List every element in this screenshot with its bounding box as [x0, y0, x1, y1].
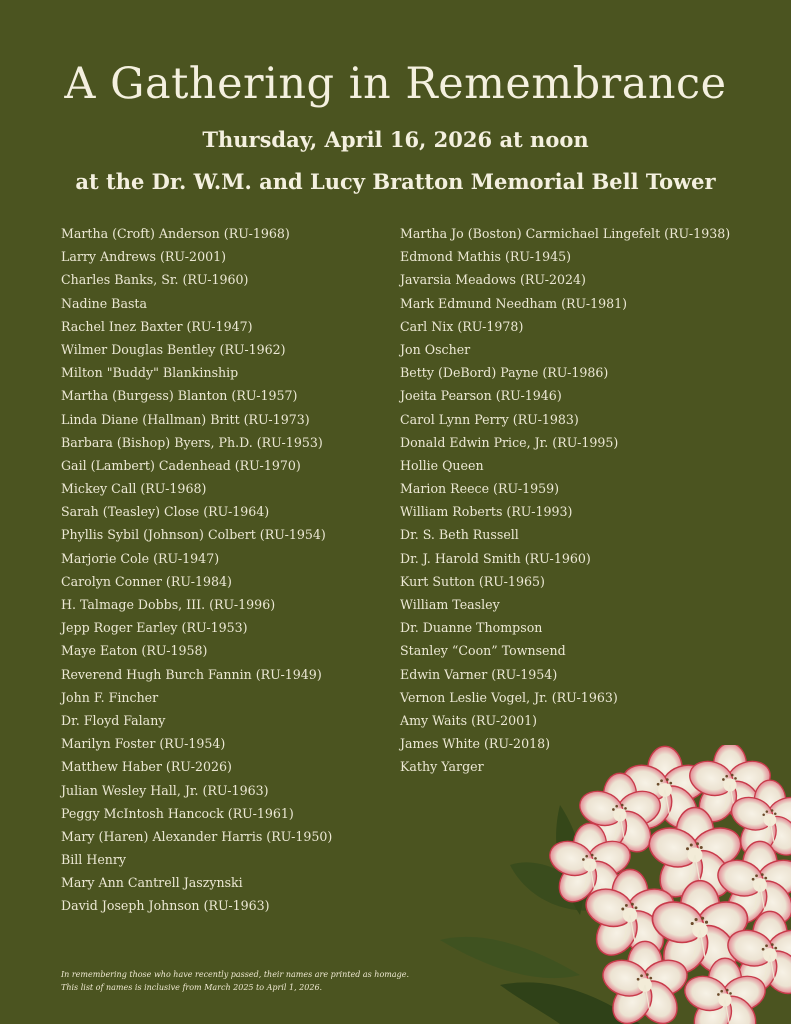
name-entry: Dr. S. Beth Russell: [400, 527, 519, 543]
name-entry: Kathy Yarger: [400, 759, 484, 775]
name-entry: Peggy McIntosh Hancock (RU-1961): [61, 805, 294, 821]
name-entry: Sarah (Teasley) Close (RU-1964): [61, 504, 270, 520]
name-entry: Phyllis Sybil (Johnson) Colbert (RU-1954): [61, 527, 326, 543]
name-entry: Jon Oscher: [400, 341, 471, 357]
name-entry: Betty (DeBord) Payne (RU-1986): [400, 365, 609, 381]
names-list-left: [61, 222, 391, 918]
name-entry: William Teasley: [400, 597, 500, 612]
name-entry: Wilmer Douglas Bentley (RU-1962): [61, 341, 286, 357]
name-entry: Kurt Sutton (RU-1965): [400, 573, 545, 589]
name-entry: Amy Waits (RU-2001): [400, 712, 538, 728]
name-entry: Marjorie Cole (RU-1947): [61, 550, 220, 566]
name-entry: Edmond Mathis (RU-1945): [400, 249, 572, 265]
name-entry: Dr. Floyd Falany: [61, 712, 166, 728]
name-entry: Rachel Inez Baxter (RU-1947): [61, 318, 253, 334]
name-entry: James White (RU-2018): [400, 736, 551, 752]
footnote-line-1: In remembering those who have recently passed, their names are printed as homage.: [61, 970, 410, 979]
name-entry: Milton "Buddy" Blankinship: [61, 365, 239, 381]
name-entry: Gail (Lambert) Cadenhead (RU-1970): [61, 457, 301, 473]
name-entry: Martha Jo (Boston) Carmichael Lingefelt (RU-1938): [400, 226, 731, 241]
name-entry: Carol Lynn Perry (RU-1983): [400, 411, 579, 427]
name-entry: Carl Nix (RU-1978): [400, 318, 524, 334]
name-entry: Mary (Haren) Alexander Harris (RU-1950): [61, 828, 333, 844]
name-entry: Donald Edwin Price, Jr. (RU-1995): [400, 434, 619, 450]
name-entry: William Roberts (RU-1993): [400, 504, 573, 520]
event-date: Thursday, April 16, 2026 at noon: [202, 127, 589, 152]
name-entry: Jepp Roger Earley (RU-1953): [61, 620, 248, 636]
rhododendron-illustration: [440, 745, 791, 1024]
name-entry: Charles Banks, Sr. (RU-1960): [61, 272, 249, 288]
name-entry: H. Talmage Dobbs, III. (RU-1996): [61, 597, 276, 612]
name-entry: Carolyn Conner (RU-1984): [61, 573, 232, 589]
name-entry: David Joseph Johnson (RU-1963): [61, 898, 270, 914]
name-entry: Hollie Queen: [400, 457, 484, 473]
name-entry: Martha (Croft) Anderson (RU-1968): [61, 226, 290, 241]
name-entry: Bill Henry: [61, 852, 127, 868]
name-entry: Linda Diane (Hallman) Britt (RU-1973): [61, 411, 310, 427]
name-entry: Edwin Varner (RU-1954): [400, 666, 558, 682]
name-entry: Barbara (Bishop) Byers, Ph.D. (RU-1953): [61, 434, 323, 450]
name-entry: Vernon Leslie Vogel, Jr. (RU-1963): [400, 689, 618, 705]
name-entry: Dr. J. Harold Smith (RU-1960): [400, 550, 591, 566]
footnote: [61, 968, 409, 994]
name-entry: Mickey Call (RU-1968): [61, 481, 207, 497]
name-entry: Matthew Haber (RU-2026): [61, 759, 232, 775]
page-title: A Gathering in Remembrance: [64, 58, 727, 109]
name-entry: Mary Ann Cantrell Jaszynski: [61, 875, 243, 891]
name-entry: Dr. Duanne Thompson: [400, 620, 543, 636]
name-entry: Martha (Burgess) Blanton (RU-1957): [61, 388, 298, 404]
name-entry: Marilyn Foster (RU-1954): [61, 736, 226, 752]
name-entry: Larry Andrews (RU-2001): [61, 249, 227, 265]
name-entry: Maye Eaton (RU-1958): [61, 643, 208, 659]
name-entry: John F. Fincher: [61, 689, 159, 705]
name-entry: Marion Reece (RU-1959): [400, 481, 560, 497]
footnote-line-2: This list of names is inclusive from March 2025 to April 1, 2026.: [61, 983, 323, 992]
name-entry: Nadine Basta: [61, 295, 147, 311]
event-location: at the Dr. W.M. and Lucy Bratton Memorial Bell Tower: [75, 169, 716, 194]
name-entry: Javarsia Meadows (RU-2024): [400, 272, 586, 288]
name-entry: Stanley “Coon” Townsend: [400, 643, 566, 659]
name-entry: Reverend Hugh Burch Fannin (RU-1949): [61, 666, 322, 682]
name-entry: Mark Edmund Needham (RU-1981): [400, 295, 628, 311]
names-list-right: [400, 222, 780, 779]
name-entry: Julian Wesley Hall, Jr. (RU-1963): [61, 782, 269, 798]
name-entry: Joeita Pearson (RU-1946): [400, 388, 562, 404]
